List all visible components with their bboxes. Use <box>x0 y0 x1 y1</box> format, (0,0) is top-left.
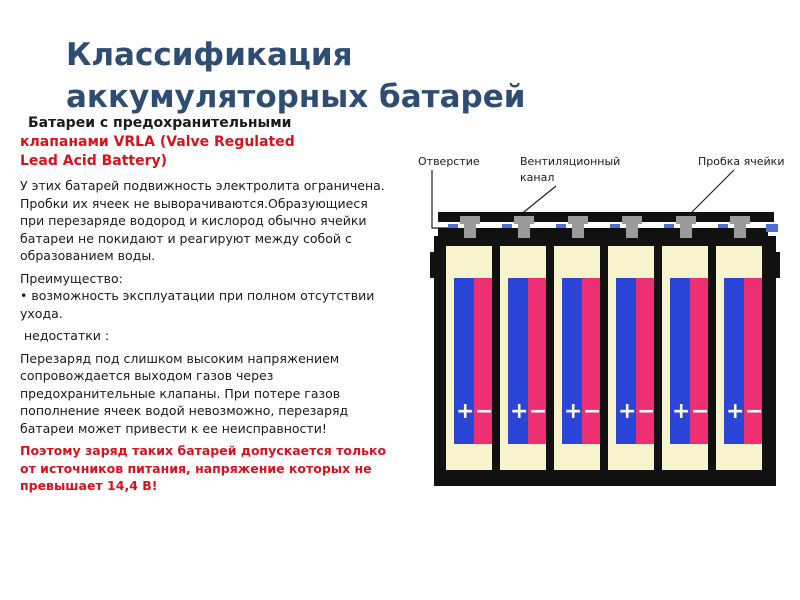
title-line-2: аккумуляторных батарей <box>66 79 526 115</box>
plus-sign: + <box>672 399 691 424</box>
text-column <box>20 114 392 495</box>
leader-plug <box>686 170 734 218</box>
plus-sign: + <box>510 399 529 424</box>
cell-plug-stem <box>518 224 530 238</box>
vent-channel <box>556 224 566 228</box>
advantage-title: Преимущество: <box>20 270 123 286</box>
cell-plug <box>568 216 588 224</box>
case-lid-top <box>438 212 774 222</box>
drawbacks-text: Перезаряд под слишком высоким напряжением сопровождается выходом газов через предохранительные клапаны. При потере газов <box>20 350 341 401</box>
label-vent-line-2: канал <box>520 171 555 184</box>
cell-plug <box>514 216 534 224</box>
plus-sign: + <box>456 399 475 424</box>
label-vent-line-1: Вентиляционный <box>520 155 621 168</box>
battery-diagram <box>404 148 790 490</box>
drawbacks-title: недостатки : <box>20 328 110 343</box>
vent-channel <box>718 224 728 228</box>
cell-plug-stem <box>680 224 692 238</box>
vent-outlet <box>766 224 778 232</box>
plus-sign: + <box>618 399 637 424</box>
heading-line-3: Lead Acid Battery) <box>20 153 168 169</box>
minus-sign: − <box>637 399 656 424</box>
vent-channel <box>502 224 512 228</box>
minus-sign: − <box>745 399 764 424</box>
cell-plug-stem <box>464 224 476 238</box>
heading-line-2: клапанами VRLA (Valve Regulated <box>20 134 295 150</box>
cell-plug <box>622 216 642 224</box>
minus-sign: − <box>529 399 548 424</box>
minus-sign: − <box>583 399 602 424</box>
slide-title <box>66 34 626 118</box>
cell-plug-stem <box>572 224 584 238</box>
cell-plug <box>730 216 750 224</box>
vent-channel <box>448 224 458 228</box>
cell-plug <box>460 216 480 224</box>
label-hole: Отверстие <box>418 155 480 168</box>
minus-sign: − <box>691 399 710 424</box>
drawbacks-text-2: пополнение ячеек водой невозможно, перезаряд батареи может привести к ее неисправности! <box>20 403 349 436</box>
vent-channel <box>610 224 620 228</box>
conclusion-text: Поэтому заряд таких батарей допускается только от источников питания, напряжение которых не превышает 14,4 В! <box>20 443 387 493</box>
cell-plug <box>676 216 696 224</box>
cell-plug-stem <box>734 224 746 238</box>
title-line-1: Классификация <box>66 37 353 73</box>
heading-line-1: Батареи с предохранительными <box>28 115 292 131</box>
description-paragraph: У этих батарей подвижность электролита ограничена. Пробки их ячеек не выворачиваются.Образующиеся при перезаряде водород и кислород обычно ячейки батареи не покидают и реагируют между собой с образованием воды. <box>20 178 385 263</box>
plus-sign: + <box>564 399 583 424</box>
cell-plug-stem <box>626 224 638 238</box>
vent-channel <box>664 224 674 228</box>
plus-sign: + <box>726 399 745 424</box>
section-heading <box>20 114 392 171</box>
advantage-item: • возможность эксплуатации при полном отсутствии ухода. <box>20 288 375 321</box>
label-plug: Пробка ячейки <box>698 155 785 168</box>
minus-sign: − <box>475 399 494 424</box>
